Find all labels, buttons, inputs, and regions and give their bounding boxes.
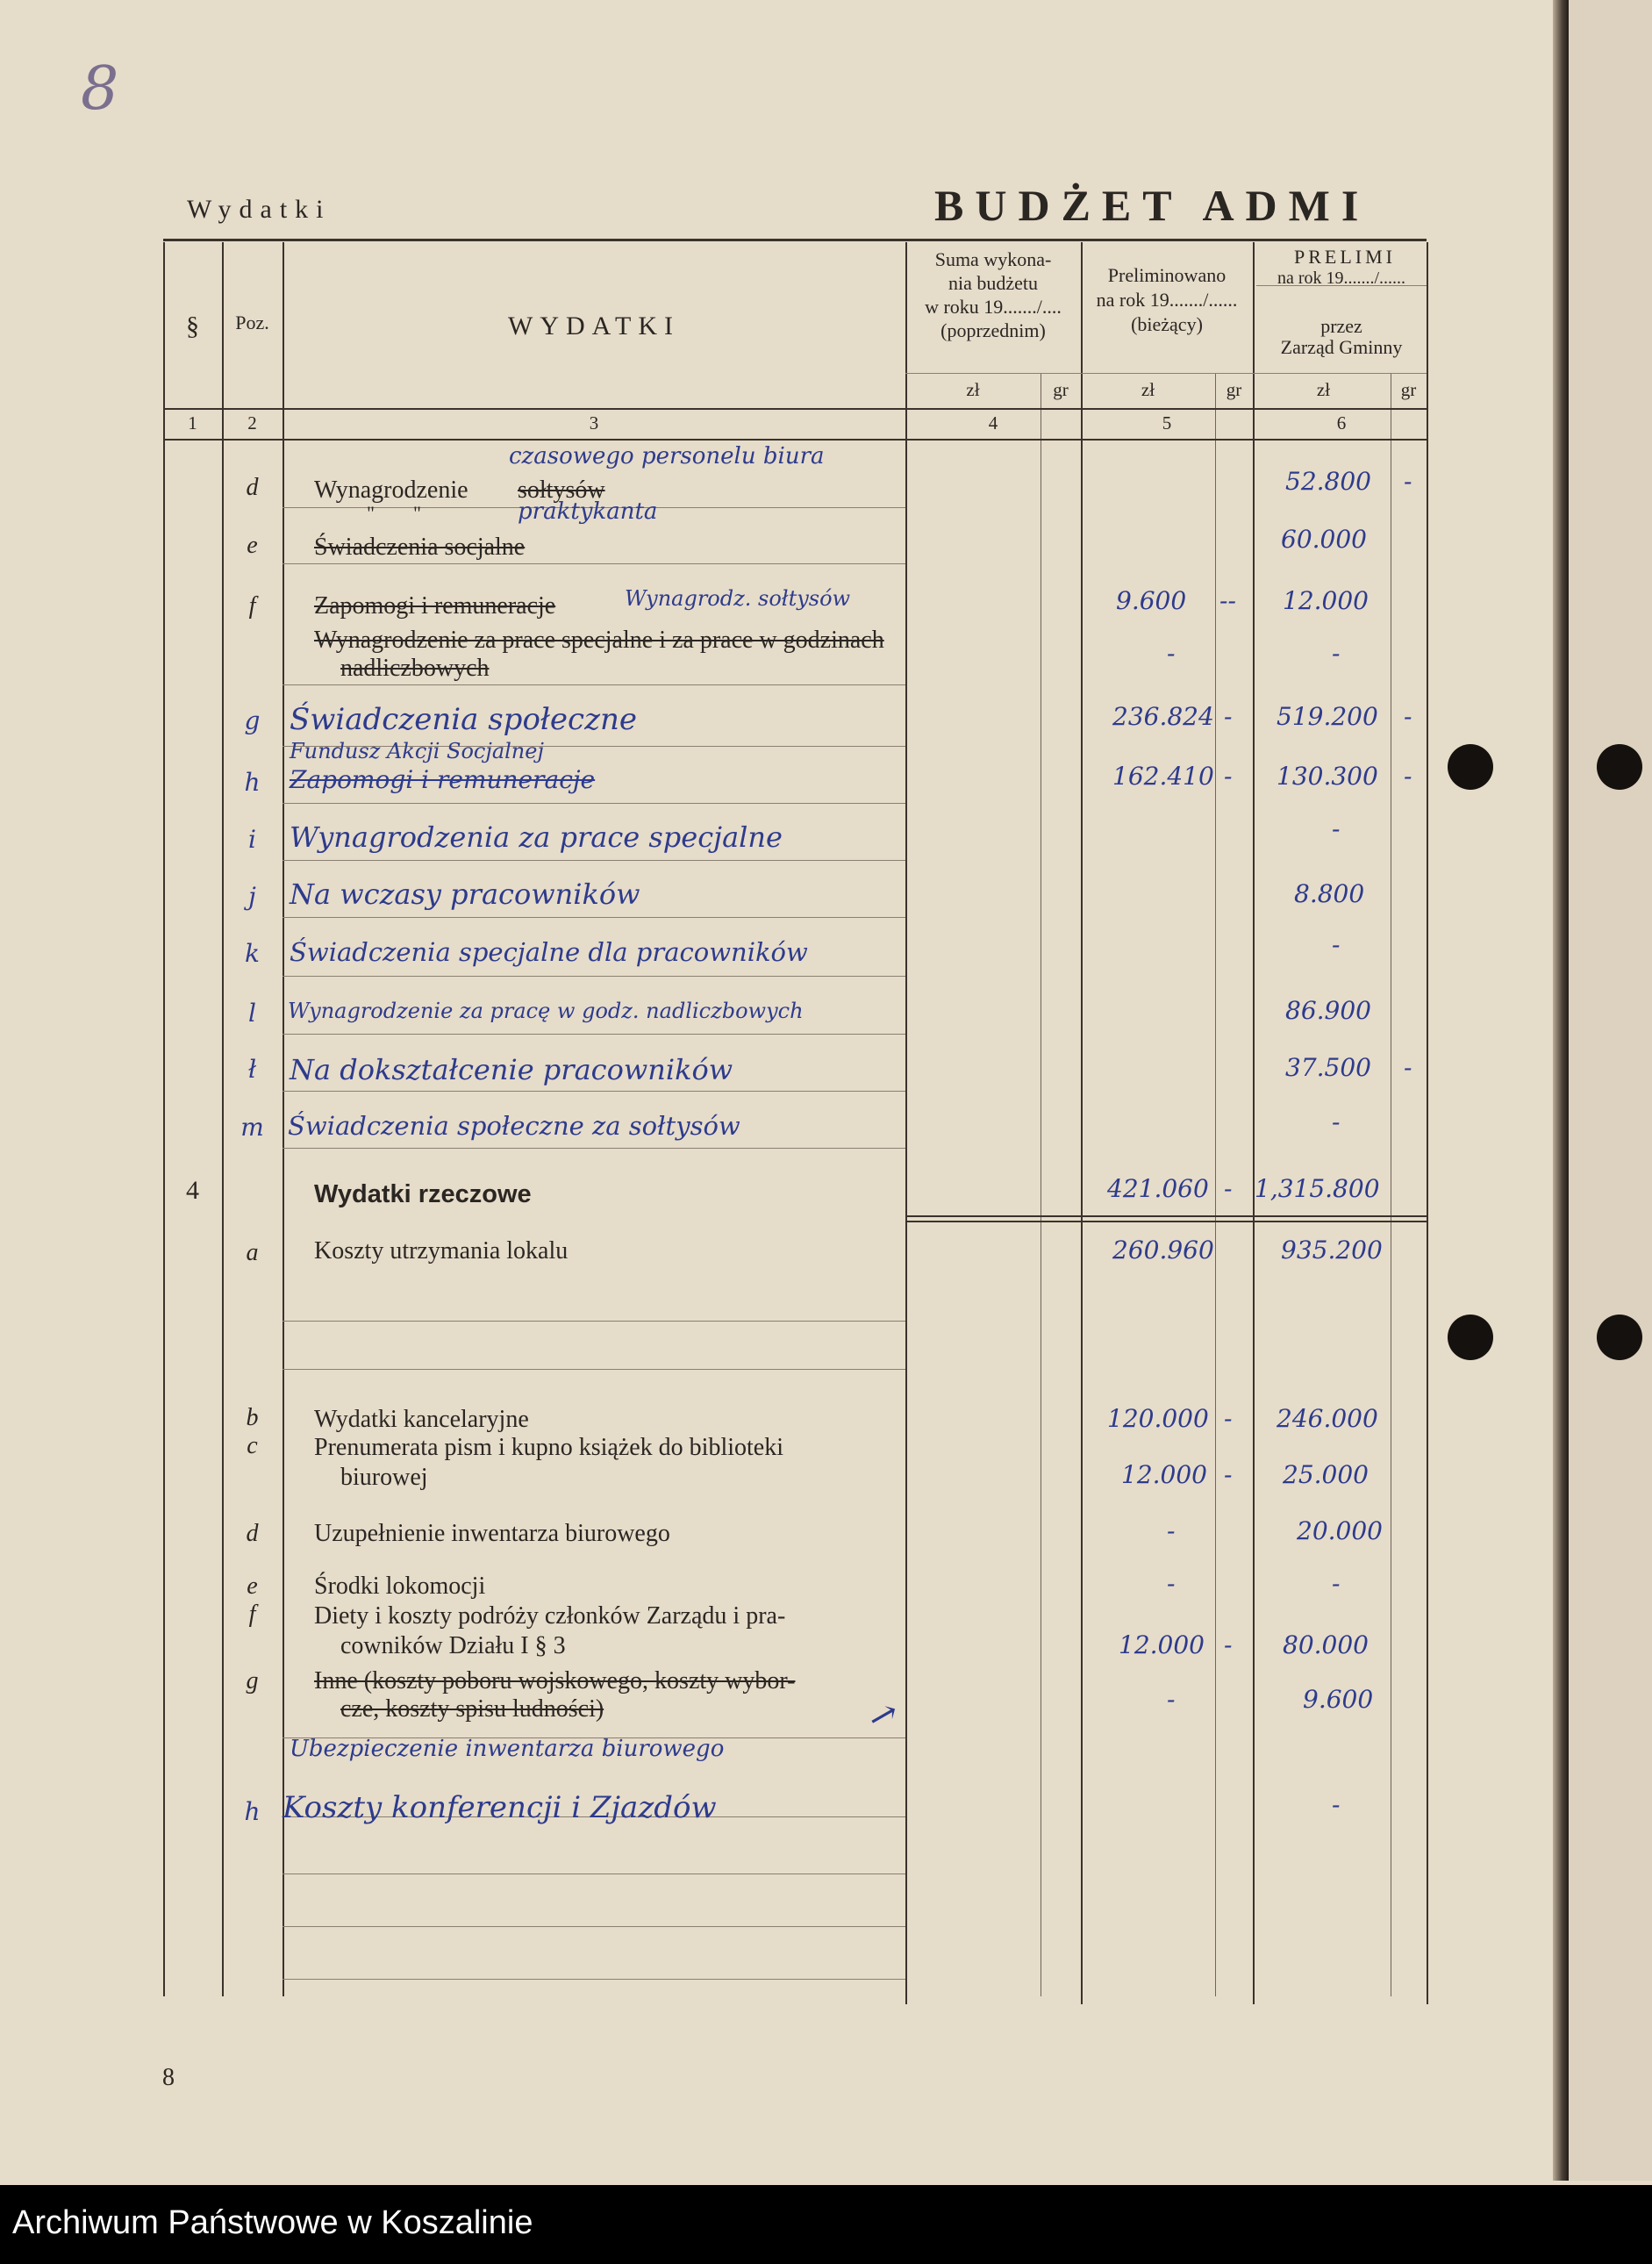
section-label: Wydatki	[187, 195, 332, 224]
row-index: e	[247, 1573, 258, 1600]
col-number: 2	[247, 412, 257, 433]
amount-c6: 246.000	[1277, 1404, 1378, 1433]
row-index: d	[246, 1520, 259, 1547]
amount-c6: 1,315.800	[1255, 1174, 1380, 1203]
amount-c5: -	[1167, 1516, 1176, 1545]
amount-c6: 60.000	[1281, 525, 1367, 554]
hand-row-label: Na wczasy pracowników	[290, 878, 640, 911]
row-index: ł	[247, 1055, 257, 1084]
unit-gr: gr	[1226, 379, 1242, 400]
amount-c6: 52.800	[1285, 467, 1371, 496]
unit-gr: gr	[1053, 379, 1069, 400]
amount-c6: -	[1332, 639, 1341, 668]
col-number: 3	[589, 412, 599, 433]
page-number: 8	[162, 2064, 175, 2091]
row-label: Środki lokomocji	[314, 1573, 486, 1600]
amount-c5-gr: -	[1224, 1460, 1233, 1489]
section-number: 4	[186, 1176, 199, 1205]
col-number: 4	[988, 412, 998, 433]
hand-row-label: Świadczenia specjalne dla pracowników	[290, 937, 808, 967]
amount-c6: 9.600	[1303, 1685, 1374, 1714]
amount-c6: 130.300	[1277, 762, 1378, 791]
amount-c5-gr: -	[1224, 1630, 1233, 1659]
table-left-rule	[163, 242, 165, 1996]
hand-row-label: Świadczenia społeczne	[290, 702, 638, 737]
unit-zl: zł	[1316, 379, 1331, 400]
row-label-cont: biurowej	[340, 1464, 428, 1491]
row-label: Koszty utrzymania lokalu	[314, 1237, 569, 1265]
corner-mark: 8	[81, 54, 119, 124]
amount-c6: 86.900	[1285, 996, 1371, 1025]
punch-hole	[1448, 1315, 1493, 1360]
header-pos: Poz.	[235, 312, 269, 333]
hand-row-label: Wynagrodzenie za pracę w godz. nadliczbowych	[288, 999, 804, 1023]
amount-c5-gr: -	[1224, 1404, 1233, 1433]
archive-footer	[0, 2185, 1652, 2264]
amount-c6: -	[1332, 814, 1341, 843]
col-number: 5	[1162, 412, 1172, 433]
header-col4: Suma wykona- nia budżetu w roku 19......./.... (poprzednim)	[925, 248, 1062, 341]
struck-text: cze, koszty spisu ludności)	[340, 1695, 604, 1723]
amount-c6-gr: -	[1404, 762, 1412, 791]
unit-gr: gr	[1400, 379, 1417, 400]
hand-annotation: praktykanta	[518, 498, 658, 525]
amount-c6: 80.000	[1283, 1630, 1369, 1659]
row-label: Wydatki kancelaryjne	[314, 1406, 529, 1433]
adjacent-page	[1569, 0, 1652, 2181]
row-index: e	[247, 532, 258, 559]
header-col6-top: PRELIMI	[1294, 246, 1396, 268]
header-expenses: WYDATKI	[508, 312, 680, 340]
row-index: d	[246, 474, 259, 501]
col-number: 6	[1336, 412, 1347, 433]
row-index: i	[248, 825, 256, 854]
row-index: b	[246, 1404, 259, 1431]
amount-c6: 37.500	[1285, 1053, 1371, 1082]
hand-annotation: czasowego personelu biura	[509, 443, 825, 469]
unit-zl: zł	[966, 379, 980, 400]
row-label-cont: cowników Działu I § 3	[340, 1632, 566, 1659]
row-index: c	[247, 1432, 258, 1459]
amount-c5-gr: -	[1224, 702, 1233, 731]
col-number: 1	[188, 412, 197, 433]
table-top-rule	[163, 239, 1427, 241]
row-index: g	[244, 706, 261, 735]
row-index: h	[244, 768, 261, 797]
hand-row-label: Koszty konferencji i Zjazdów	[282, 1790, 717, 1825]
amount-c5: 236.824	[1112, 702, 1214, 731]
header-section: §	[186, 312, 199, 340]
amount-c6: -	[1332, 1107, 1341, 1136]
row-index: g	[246, 1667, 259, 1694]
unit-zl: zł	[1141, 379, 1155, 400]
amount-c5: 120.000	[1107, 1404, 1209, 1433]
punch-hole	[1597, 1315, 1642, 1360]
archive-credit: Archiwum Państwowe w Koszalinie	[12, 2204, 533, 2241]
row-index: j	[248, 882, 256, 911]
struck-text: Świadczenia socjalne	[314, 534, 526, 561]
arrow-icon: →	[860, 1690, 906, 1741]
struck-text: Zapomogi i remuneracje	[290, 765, 596, 794]
hand-row-label: Ubezpieczenie inwentarza biurowego	[290, 1736, 725, 1762]
row-label: Prenumerata pism i kupno książek do biblioteki	[314, 1434, 784, 1461]
hand-row-label: Fundusz Akcji Socjalnej	[290, 739, 544, 763]
amount-c6-gr: -	[1404, 702, 1412, 731]
row-index: m	[240, 1113, 264, 1142]
amount-c5: 12.000	[1121, 1460, 1207, 1489]
amount-c6: 25.000	[1283, 1460, 1369, 1489]
hand-row-label: Świadczenia społeczne za sołtysów	[288, 1111, 740, 1141]
amount-c6: 20.000	[1297, 1516, 1383, 1545]
amount-c5: -	[1167, 639, 1176, 668]
amount-c6: -	[1332, 1569, 1341, 1598]
amount-c5: 421.060	[1107, 1174, 1209, 1203]
struck-text: Inne (koszty poboru wojskowego, koszty wybor-	[314, 1667, 796, 1694]
hand-row-label: Na dokształcenie pracowników	[290, 1053, 733, 1086]
amount-c5-gr: -	[1224, 762, 1233, 791]
header-col5: Preliminowano na rok 19......./...... (bieżący)	[1096, 264, 1238, 335]
amount-c6: 935.200	[1281, 1236, 1383, 1265]
amount-c5: -	[1167, 1685, 1176, 1714]
row-index: f	[248, 1601, 256, 1628]
amount-c5-gr: --	[1219, 586, 1236, 615]
header-col6-year: na rok 19......./......	[1277, 269, 1406, 288]
header-col6-sub: przez Zarząd Gminny	[1280, 315, 1403, 358]
amount-c6: -	[1332, 930, 1341, 959]
amount-c5: 9.600	[1116, 586, 1187, 615]
hand-annotation: Wynagrodz. sołtysów	[625, 586, 851, 611]
row-index: k	[245, 939, 260, 968]
struck-text: sołtysów	[518, 476, 605, 504]
amount-c5: 12.000	[1119, 1630, 1205, 1659]
amount-c6: -	[1332, 1790, 1341, 1819]
punch-hole	[1597, 744, 1642, 790]
page-title: BUDŻET ADMI	[934, 181, 1370, 230]
amount-c5-gr: -	[1224, 1174, 1233, 1203]
row-index: f	[248, 592, 256, 620]
page-fold	[1553, 0, 1569, 2181]
amount-c5: 162.410	[1112, 762, 1214, 791]
amount-c6: 519.200	[1277, 702, 1378, 731]
struck-text: Zapomogi i remuneracje	[314, 592, 556, 620]
amount-c5: 260.960	[1112, 1236, 1214, 1265]
struck-text: Wynagrodzenie za prace specjalne i za prace w godzinach nadliczbowych	[314, 627, 884, 682]
amount-c6-gr: -	[1404, 467, 1412, 496]
amount-c6: 12.000	[1283, 586, 1369, 615]
row-index: l	[248, 999, 256, 1028]
section-title: Wydatki rzeczowe	[314, 1180, 532, 1208]
punch-hole	[1448, 744, 1493, 790]
row-index: h	[244, 1797, 261, 1826]
hand-row-label: Wynagrodzenia za prace specjalne	[290, 820, 783, 854]
row-label: Uzupełnienie inwentarza biurowego	[314, 1520, 670, 1547]
row-label: Wynagrodzenie	[314, 476, 468, 504]
row-label: " "	[367, 502, 421, 524]
amount-c5: -	[1167, 1569, 1176, 1598]
row-label: Diety i koszty podróży członków Zarządu i pra-	[314, 1602, 786, 1630]
row-index: a	[246, 1239, 259, 1266]
amount-c6-gr: -	[1404, 1053, 1412, 1082]
amount-c6: 8.800	[1294, 879, 1365, 908]
